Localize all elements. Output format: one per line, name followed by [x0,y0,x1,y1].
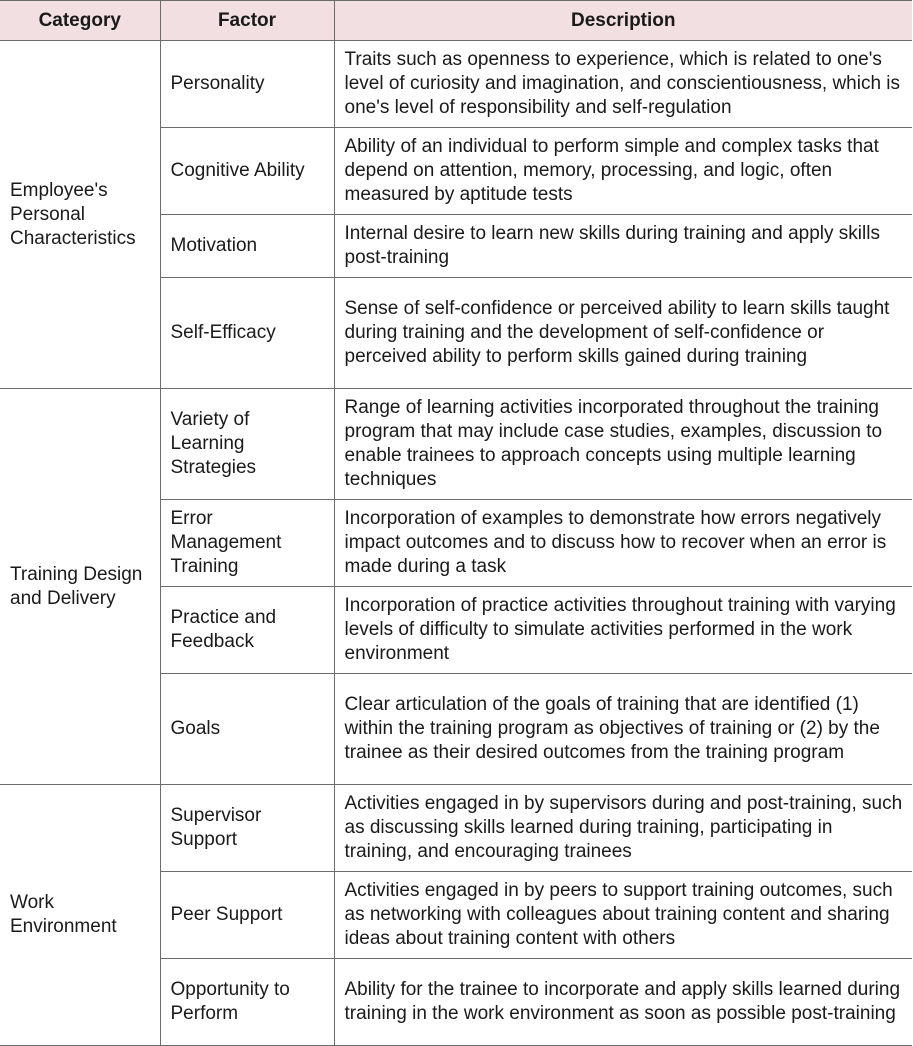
factor-cell: Personality [160,41,334,128]
header-row [0,1,912,41]
factor-cell: Error Management Training [160,500,334,587]
description-cell: Incorporation of examples to demonstrate how errors negatively impact outcomes and to discuss how to recover when an error is made during a task [334,500,912,587]
description-cell: Traits such as openness to experience, which is related to one's level of curiosity and imagination, and conscientiousness, which is one's level of responsibility and self-regulation [334,41,912,128]
factor-cell: Peer Support [160,872,334,959]
factor-cell: Opportunity to Perform [160,959,334,1046]
header-description: Description [334,1,912,41]
table-row [0,389,912,500]
description-cell: Range of learning activities incorporated throughout the training program that may include case studies, examples, discussion to enable trainees to approach concepts using multiple learning techniques [334,389,912,500]
description-cell: Incorporation of practice activities throughout training with varying levels of difficulty to simulate activities performed in the work environment [334,587,912,674]
description-cell: Sense of self-confidence or perceived ability to learn skills taught during training and the development of self-confidence or perceived ability to perform skills gained during training [334,278,912,389]
factor-cell: Self-Efficacy [160,278,334,389]
factor-cell: Practice and Feedback [160,587,334,674]
description-cell: Internal desire to learn new skills during training and apply skills post-training [334,215,912,278]
factor-cell: Supervisor Support [160,785,334,872]
description-cell: Clear articulation of the goals of training that are identified (1) within the training program as objectives of training or (2) by the trainee as their desired outcomes from the training program [334,674,912,785]
category-cell: Employee's Personal Characteristics [0,41,160,389]
factor-cell: Goals [160,674,334,785]
description-cell: Ability for the trainee to incorporate and apply skills learned during training in the work environment as soon as possible post-training [334,959,912,1046]
description-cell: Ability of an individual to perform simple and complex tasks that depend on attention, memory, processing, and logic, often measured by aptitude tests [334,128,912,215]
category-cell: Work Environment [0,785,160,1046]
factor-cell: Cognitive Ability [160,128,334,215]
category-cell: Training Design and Delivery [0,389,160,785]
factor-cell: Variety of Learning Strategies [160,389,334,500]
table-row [0,41,912,128]
header-category: Category [0,1,160,41]
header-factor: Factor [160,1,334,41]
description-cell: Activities engaged in by supervisors during and post-training, such as discussing skills learned during training, participating in training, and encouraging trainees [334,785,912,872]
factor-cell: Motivation [160,215,334,278]
description-cell: Activities engaged in by peers to support training outcomes, such as networking with colleagues about training content and sharing ideas about training content with others [334,872,912,959]
table-row [0,785,912,872]
